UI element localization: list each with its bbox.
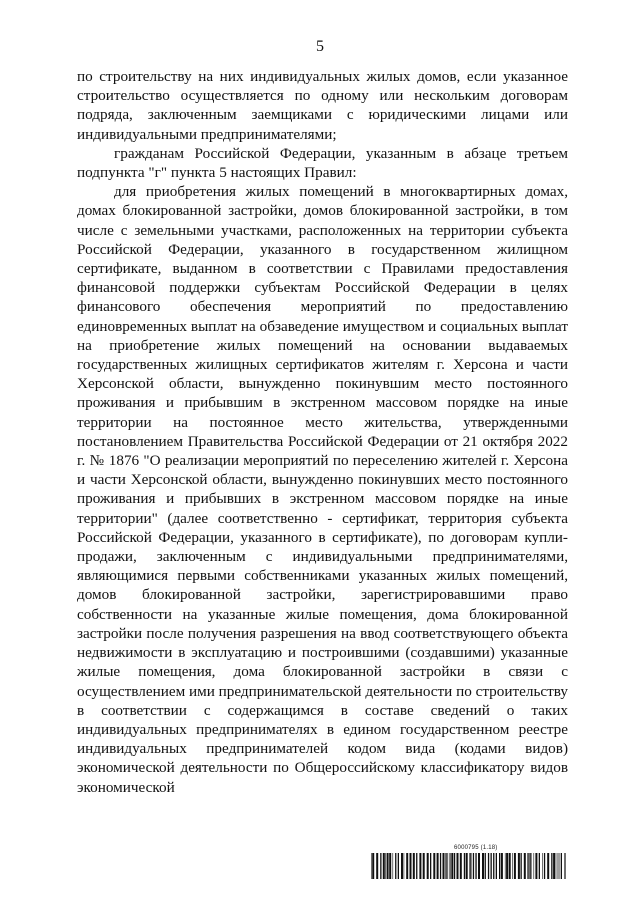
paragraph: для приобретения жилых помещений в многоквартирных домах, домах блокированной застройки, домов блокированной застройки, в том числе с земельными участками, расположенных на территории субъекта Российской Федерации, указанного в государственном жилищном сертификате, выданном в соответствии с Правилами предоставления финансовой поддержки субъектам Российской Федерации в целях финансового обеспечения мероприятий по предоставлению единовременных выплат на обзаведение имуществом и социальных выплат на приобретение жилых помещений на основании выдаваемых государственных жилищных сертификатов жителям г. Херсона и части Херсонской области, вынужденно покинувшим место постоянного проживания и прибывшим в экстренном массовом порядке на иные территории на постоянное место жительства, утвержденными постановлением Правительства Российской Федерации от 21 октября 2022 г. № 1876 "О реализации мероприятий по переселению жителей г. Херсона и части Херсонской области, вынужденно покинувших место постоянного проживания и прибывших в экстренном массовом порядке на иные территории" (далее соответственно - сертификат, территория субъекта Российской Федерации, указанного в сертификате), по договорам купли-продажи, заключенным с индивидуальными предпринимателями, являющимися первыми собственниками указанных жилых помещений, домов блокированной застройки, зарегистрировавшими право собственности на указанные жилые помещения, дома блокированной застройки после получения разрешения на ввод соответствующего объекта недвижимости в эксплуатацию и построившими (создавшими) указанные жилые помещения, дома блокированной застройки в связи с осуществлением ими предпринимательской деятельности по строительству в соответствии с содержащимся в составе сведений о таких индивидуальных предпринимателях в едином государственном реестре индивидуальных предпринимателей кодом вида (кодами видов) экономической деятельности по Общероссийскому классификатору видов экономической [77, 183, 568, 796]
page-number: 5 [316, 38, 324, 55]
document-body [77, 67, 568, 797]
paragraph: по строительству на них индивидуальных жилых домов, если указанное строительство осуществляется по одному или нескольким договорам подряда, заключенным заемщиками с юридическими лицами или индивидуальными предпринимателями; [77, 68, 568, 143]
barcode-icon [371, 853, 567, 879]
paragraph: гражданам Российской Федерации, указанным в абзаце третьем подпункта "г" пункта 5 настоящих Правил: [77, 144, 568, 182]
document-code: 6000795 (1.18) [454, 845, 498, 851]
